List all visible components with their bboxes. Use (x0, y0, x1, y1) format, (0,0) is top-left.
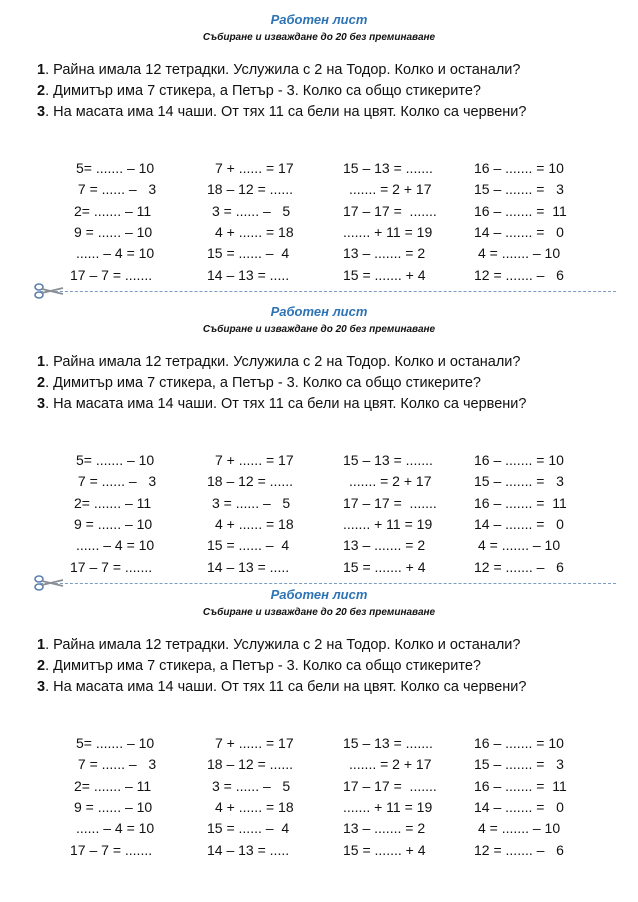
equation: 13 – ....... = 2 (343, 537, 426, 554)
problem-number: 3 (37, 679, 46, 695)
problem-text: . Райна имала 12 тетрадки. Услужила с 2 на Тодор. Колко и останали? (45, 637, 521, 653)
equation: 17 – 17 = ....... (343, 202, 437, 219)
equation: 15 = ....... + 4 (343, 558, 426, 575)
equation: 7 = ...... – 3 (74, 181, 157, 198)
equation: 14 – ....... = 0 (474, 515, 564, 532)
worksheet-title: Работен лист (270, 587, 368, 602)
cut-line (40, 291, 616, 292)
worksheet-subtitle: Събиране и изваждане до 20 без преминаване (202, 324, 436, 335)
cut-line (40, 583, 616, 584)
equation: 7 + ...... = 17 (215, 735, 294, 751)
equation: 18 – 12 = ...... (207, 473, 294, 490)
equation: 15 – ....... = 3 (474, 756, 564, 773)
word-problem (37, 104, 526, 120)
equation: 12 = ....... – 6 (474, 558, 564, 575)
equation: 17 – 7 = ....... (70, 841, 153, 858)
equation: ....... = 2 + 17 (349, 181, 432, 198)
problem-text: . Димитър има 7 стикера, а Петър - 3. Колко са общо стикерите? (45, 83, 481, 99)
scissors-icon (34, 283, 64, 299)
word-problem (37, 637, 520, 653)
equation: ...... – 4 = 10 (76, 245, 155, 262)
equation: 2= ....... – 11 (74, 202, 152, 219)
equation: 14 – ....... = 0 (474, 223, 564, 240)
equation: 18 – 12 = ...... (207, 181, 294, 198)
equation: 13 – ....... = 2 (343, 245, 426, 262)
equation: 9 = ...... – 10 (74, 515, 153, 532)
worksheet-subtitle: Събиране и изваждане до 20 без преминаване (202, 607, 436, 618)
equation: ....... + 11 = 19 (343, 798, 433, 815)
equation: 5= ....... – 10 (76, 735, 155, 751)
equation: 15 – 13 = ....... (343, 160, 433, 176)
equation: 7 = ...... – 3 (74, 473, 157, 490)
equation: 4 = ....... – 10 (478, 537, 561, 554)
equation: ...... – 4 = 10 (76, 820, 155, 837)
equation: 15 = ...... – 4 (207, 537, 290, 554)
equation: ....... + 11 = 19 (343, 515, 433, 532)
equation: 15 – 13 = ....... (343, 735, 433, 751)
problem-text: . Димитър има 7 стикера, а Петър - 3. Колко са общо стикерите? (45, 658, 481, 674)
equation: 4 = ....... – 10 (478, 245, 561, 262)
worksheet-title: Работен лист (270, 304, 368, 319)
equation: 17 – 17 = ....... (343, 777, 437, 794)
equation: 5= ....... – 10 (76, 160, 155, 176)
word-problem (37, 62, 520, 78)
equation: 7 = ...... – 3 (74, 756, 157, 773)
problem-number: 3 (37, 396, 46, 412)
equation: 14 – 13 = ..... (207, 558, 290, 575)
equation: ....... = 2 + 17 (349, 756, 432, 773)
equation: 3 = ...... – 5 (212, 202, 291, 219)
equation: 15 – ....... = 3 (474, 473, 564, 490)
worksheet-subtitle: Събиране и изваждане до 20 без преминаване (202, 32, 436, 43)
problem-number: 1 (37, 637, 46, 653)
equation: 13 – ....... = 2 (343, 820, 426, 837)
equation: 17 – 17 = ....... (343, 494, 437, 511)
equation: 17 – 7 = ....... (70, 266, 153, 283)
equation: 2= ....... – 11 (74, 777, 152, 794)
equation: 4 = ....... – 10 (478, 820, 561, 837)
equation: 3 = ...... – 5 (212, 777, 291, 794)
equation: 14 – ....... = 0 (474, 798, 564, 815)
equation: 14 – 13 = ..... (207, 841, 290, 858)
word-problem (37, 679, 526, 695)
equation: 15 = ...... – 4 (207, 245, 290, 262)
word-problem (37, 83, 481, 99)
equation: 17 – 7 = ....... (70, 558, 153, 575)
equation: 9 = ...... – 10 (74, 798, 153, 815)
problem-number: 2 (37, 658, 46, 674)
worksheet-title: Работен лист (270, 12, 368, 27)
problem-number: 1 (37, 354, 46, 370)
equation: 7 + ...... = 17 (215, 452, 294, 468)
problem-text: . Райна имала 12 тетрадки. Услужила с 2 на Тодор. Колко и останали? (45, 62, 521, 78)
word-problem (37, 354, 520, 370)
equation: 7 + ...... = 17 (215, 160, 294, 176)
problem-text: . На масата има 14 чаши. От тях 11 са бели на цвят. Колко са червени? (45, 679, 527, 695)
equation: 15 = ....... + 4 (343, 841, 426, 858)
problem-text: . Димитър има 7 стикера, а Петър - 3. Колко са общо стикерите? (45, 375, 481, 391)
equation: 16 – ....... = 11 (474, 494, 567, 511)
problem-text: . На масата има 14 чаши. От тях 11 са бели на цвят. Колко са червени? (45, 104, 527, 120)
equation: 15 – ....... = 3 (474, 181, 564, 198)
equation: 16 – ....... = 10 (474, 452, 564, 468)
problem-number: 2 (37, 83, 46, 99)
equation: 12 = ....... – 6 (474, 841, 564, 858)
equation: 4 + ...... = 18 (215, 515, 294, 532)
equation: 4 + ...... = 18 (215, 223, 294, 240)
problem-number: 2 (37, 375, 46, 391)
equation: 15 – 13 = ....... (343, 452, 433, 468)
word-problem (37, 396, 526, 412)
problem-number: 3 (37, 104, 46, 120)
problem-number: 1 (37, 62, 46, 78)
equation: 16 – ....... = 10 (474, 160, 564, 176)
problem-text: . Райна имала 12 тетрадки. Услужила с 2 на Тодор. Колко и останали? (45, 354, 521, 370)
equation: 3 = ...... – 5 (212, 494, 291, 511)
equation: ...... – 4 = 10 (76, 537, 155, 554)
equation: ....... + 11 = 19 (343, 223, 433, 240)
equation: 2= ....... – 11 (74, 494, 152, 511)
equation: 15 = ....... + 4 (343, 266, 426, 283)
equation: 16 – ....... = 11 (474, 777, 567, 794)
equation: 15 = ...... – 4 (207, 820, 290, 837)
equation: 16 – ....... = 10 (474, 735, 564, 751)
equation: 16 – ....... = 11 (474, 202, 567, 219)
problem-text: . На масата има 14 чаши. От тях 11 са бели на цвят. Колко са червени? (45, 396, 527, 412)
equation: 14 – 13 = ..... (207, 266, 290, 283)
equation: 5= ....... – 10 (76, 452, 155, 468)
equation: 9 = ...... – 10 (74, 223, 153, 240)
word-problem (37, 658, 481, 674)
equation: 18 – 12 = ...... (207, 756, 294, 773)
equation: 4 + ...... = 18 (215, 798, 294, 815)
equation: 12 = ....... – 6 (474, 266, 564, 283)
word-problem (37, 375, 481, 391)
equation: ....... = 2 + 17 (349, 473, 432, 490)
